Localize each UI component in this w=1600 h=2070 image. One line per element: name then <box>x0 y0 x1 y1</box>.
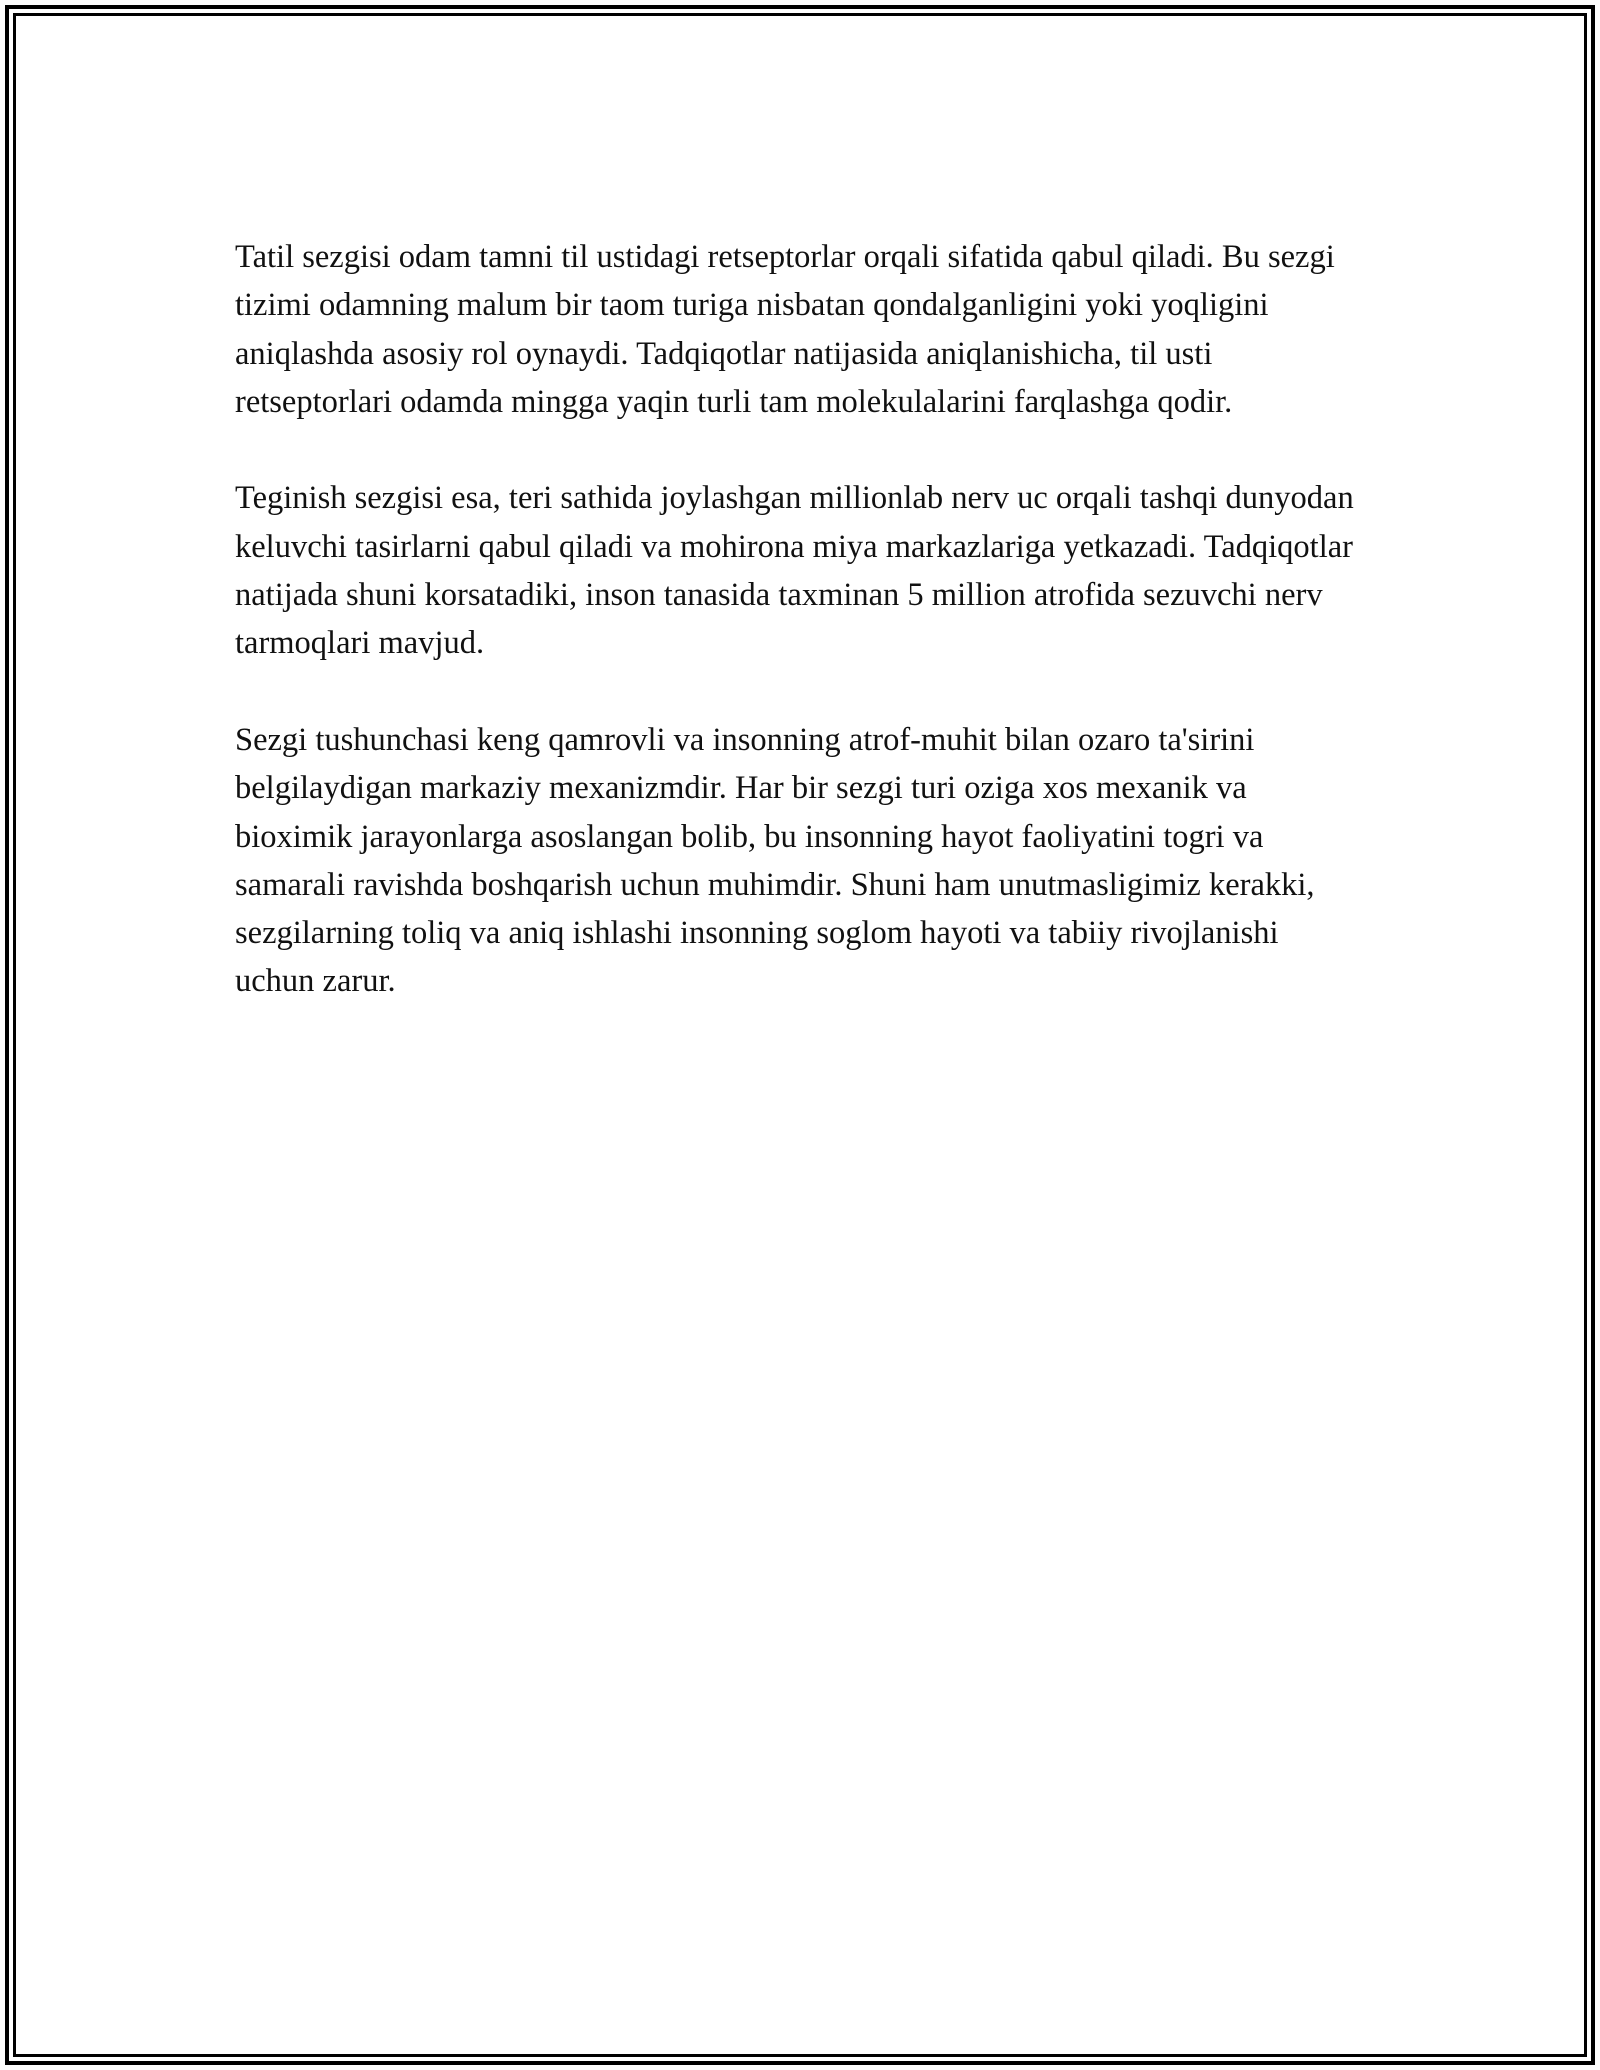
paragraph-sensation: Sezgi tushunchasi keng qamrovli va insonning atrof-muhit bilan ozaro ta'sirini belgilaydigan markaziy mexanizmdir. Har bir sezgi turi oziga xos mexanik va bioximik jarayonlarga asoslangan bolib, bu insonning hayot faoliyatini togri va samarali ravishda boshqarish uchun muhimdir. Shuni ham unutmasligimiz kerakki, sezgilarning toliq va aniq ishlashi insonning soglom hayoti va tabiiy rivojlanishi uchun zarur. <box>235 721 1315 1000</box>
paragraph-taste: Tatil sezgisi odam tamni til ustidagi retseptorlar orqali sifatida qabul qiladi. Bu sezgi tizimi odamning malum bir taom turiga nisbatan qondalganligini yoki yoqligini aniqlashda asosiy rol oynaydi. Tadqiqotlar natijasida aniqlanishicha, til usti retseptorlari odamda mingga yaqin turli tam molekulalarini farqlashga qodir. <box>235 239 1335 420</box>
paragraph-touch: Teginish sezgisi esa, teri sathida joylashgan millionlab nerv uc orqali tashqi dunyodan keluvchi tasirlarni qabul qiladi va mohirona miya markazlariga yetkazadi. Tadqiqotlar natijada shuni korsatadiki, inson tanasida taxminan 5 million atrofida sezuvchi nerv tarmoqlari mavjud. <box>235 480 1354 662</box>
document-body <box>235 233 1365 1054</box>
